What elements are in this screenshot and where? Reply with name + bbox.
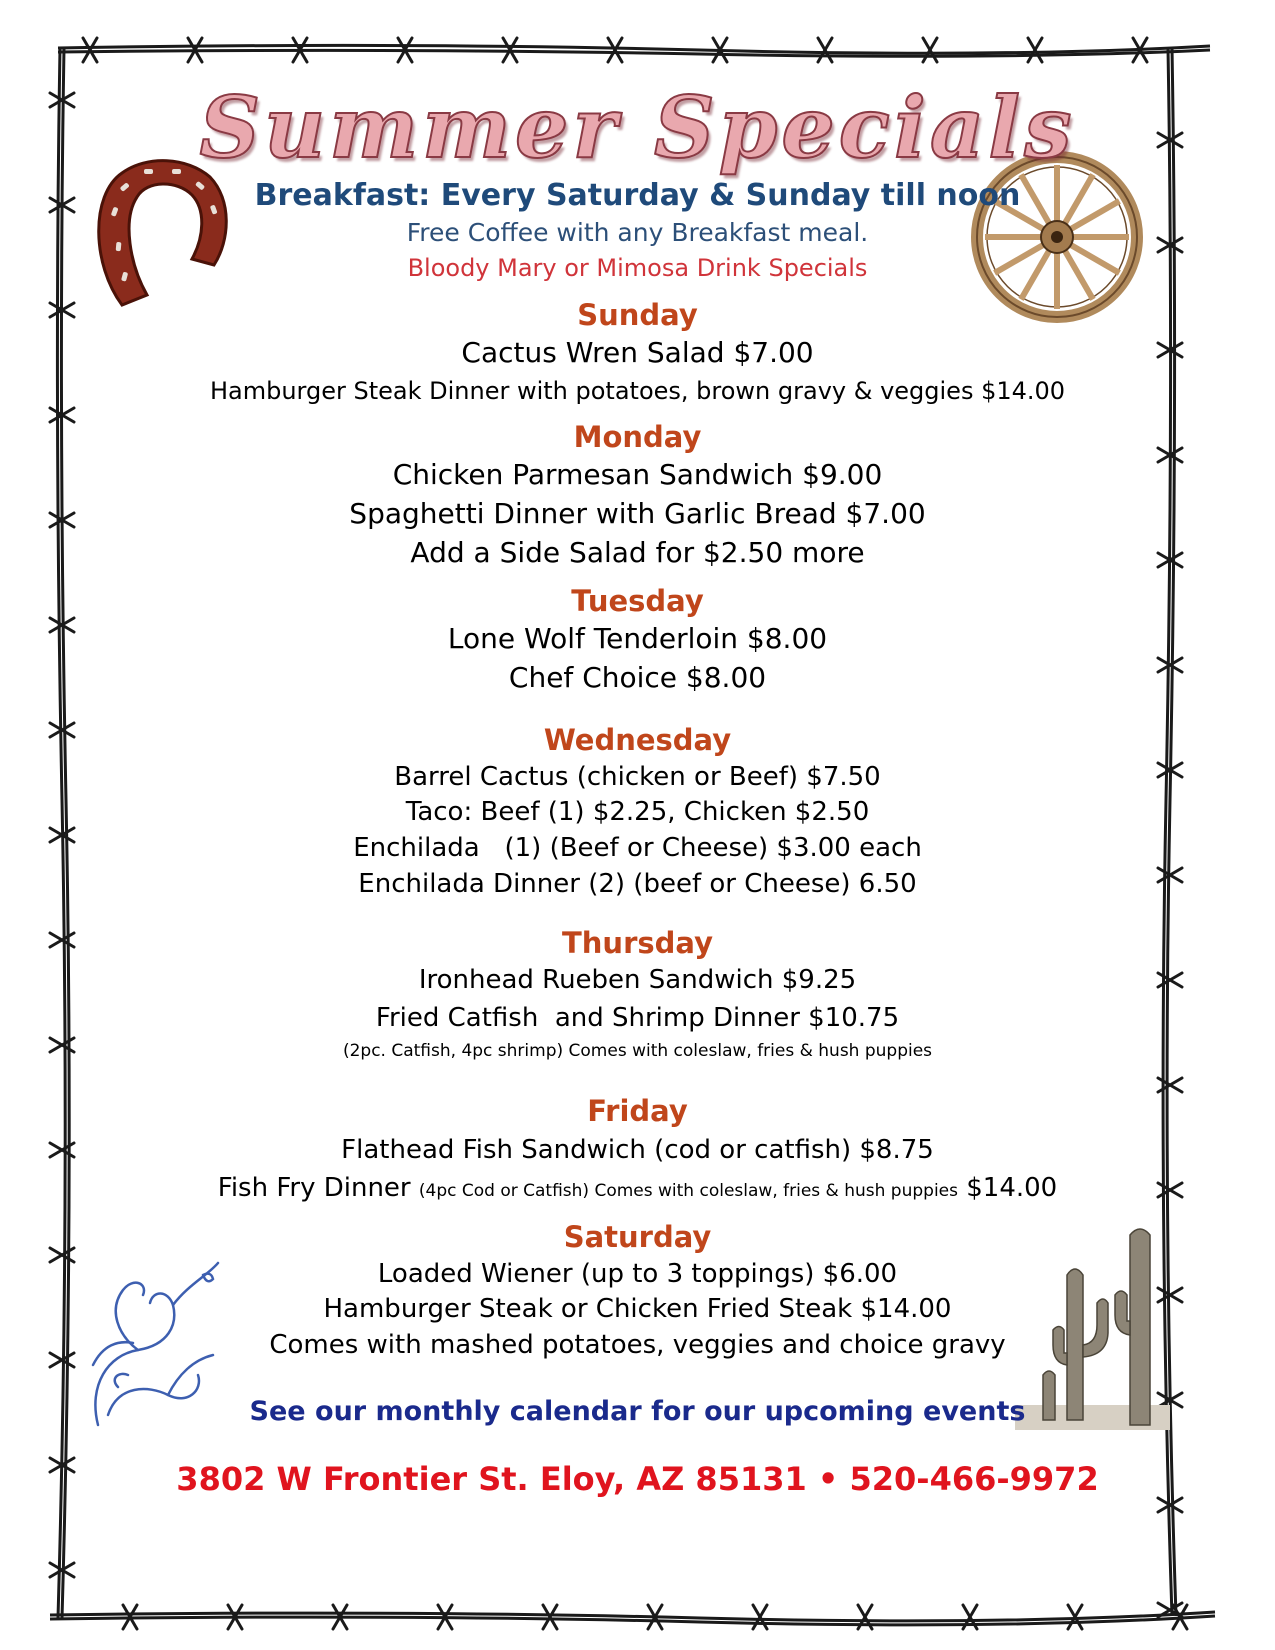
menu-item: Ironhead Rueben Sandwich $9.25: [418, 965, 857, 995]
menu-item: Barrel Cactus (chicken or Beef) $7.50: [394, 762, 881, 792]
day-heading-monday: Monday: [573, 420, 702, 454]
menu-item: Add a Side Salad for $2.50 more: [410, 536, 865, 569]
menu-item: Enchilada (1) (Beef or Cheese) $3.00 each: [353, 833, 922, 863]
day-heading-tuesday: Tuesday: [571, 584, 704, 618]
menu-item: Fried Catfish and Shrimp Dinner $10.75: [375, 1003, 900, 1033]
menu-item: Flathead Fish Sandwich (cod or catfish) $8.75: [341, 1135, 934, 1165]
day-heading-thursday: Thursday: [562, 926, 713, 960]
menu-item: Hamburger Steak Dinner with potatoes, brown gravy & veggies $14.00: [209, 377, 1066, 405]
day-heading-sunday: Sunday: [577, 298, 698, 332]
address: 3802 W Frontier St. Eloy, AZ 85131: [176, 1460, 807, 1498]
menu-item: Chicken Parmesan Sandwich $9.00: [392, 458, 883, 491]
menu-item: Enchilada Dinner (2) (beef or Cheese) 6.50: [358, 869, 917, 899]
menu-item: Comes with mashed potatoes, veggies and choice gravy: [269, 1330, 1006, 1360]
breakfast-coffee: Free Coffee with any Breakfast meal.: [406, 218, 869, 247]
day-heading-friday: Friday: [587, 1094, 688, 1128]
day-heading-saturday: Saturday: [563, 1220, 712, 1254]
footer-contact: [0, 1460, 1275, 1498]
menu-item-detail: (4pc Cod or Catfish) Comes with coleslaw, fries & hush puppies: [418, 1181, 958, 1201]
separator: •: [817, 1460, 839, 1498]
breakfast-drinks: Bloody Mary or Mimosa Drink Specials: [407, 254, 868, 282]
menu-item-name: Fish Fry Dinner: [217, 1173, 411, 1203]
phone: 520-466-9972: [849, 1460, 1099, 1498]
menu-item: Spaghetti Dinner with Garlic Bread $7.00: [349, 497, 926, 530]
calendar-note: See our monthly calendar for our upcoming events: [249, 1396, 1026, 1427]
breakfast-heading: Breakfast: Every Saturday & Sunday till noon: [254, 178, 1021, 213]
menu-item: Lone Wolf Tenderloin $8.00: [447, 622, 828, 655]
menu-item: Chef Choice $8.00: [508, 661, 767, 694]
menu-item: Hamburger Steak or Chicken Fried Steak $14.00: [323, 1294, 952, 1324]
menu-item: Taco: Beef (1) $2.25, Chicken $2.50: [405, 797, 870, 827]
menu-item: [0, 1173, 1275, 1203]
day-heading-wednesday: Wednesday: [543, 723, 732, 757]
menu-item-note: (2pc. Catfish, 4pc shrimp) Comes with coleslaw, fries & hush puppies: [342, 1041, 933, 1061]
menu-item: Loaded Wiener (up to 3 toppings) $6.00: [377, 1259, 898, 1289]
menu-item: Cactus Wren Salad $7.00: [461, 336, 814, 369]
page-title: Summer Specials: [199, 78, 1076, 177]
menu-item-price: $14.00: [966, 1173, 1058, 1203]
